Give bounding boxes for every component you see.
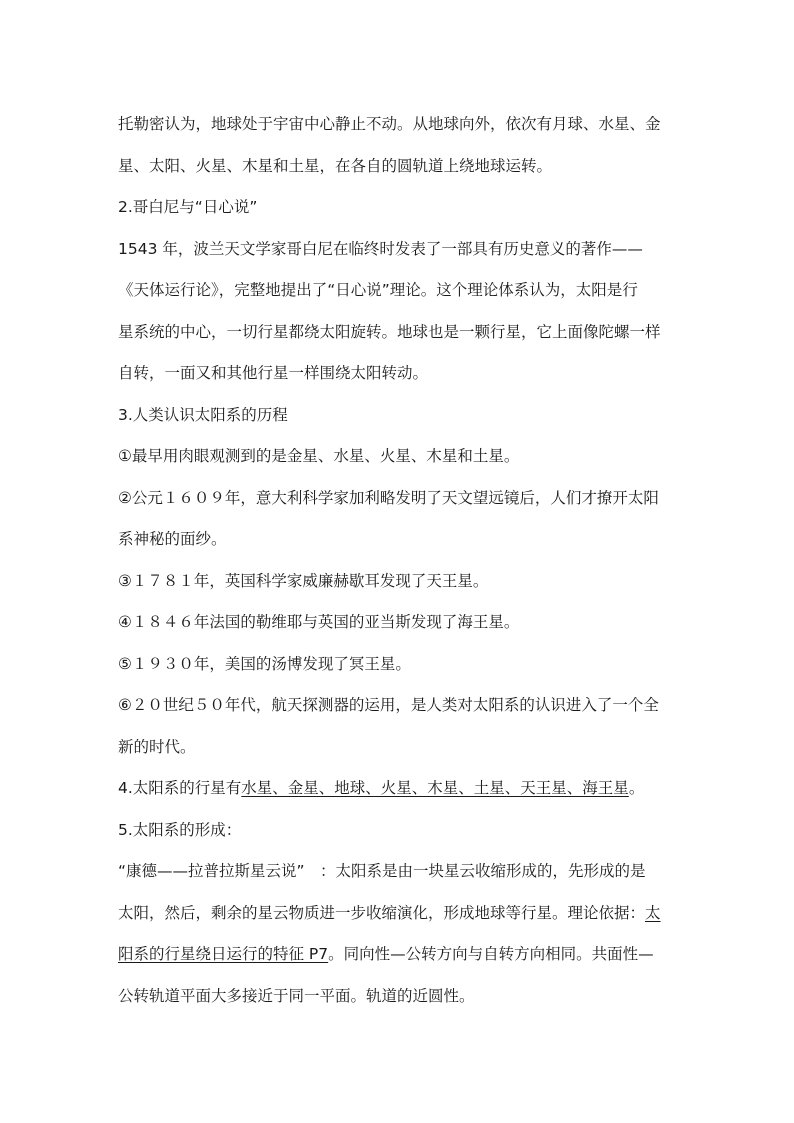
paragraph-line [118,934,678,976]
paragraph-line: “康德——拉普拉斯星云说” ：太阳系是由一块星云收缩形成的，先形成的是 [118,862,646,880]
paragraph-line: 星、太阳、火星、木星和土星，在各自的圆轨道上绕地球运转。 [118,156,553,175]
list-item-continuation: 系神秘的面纱。 [118,530,227,548]
formation-underlined: 阳系的行星绕日运行的特征 P7 [118,945,329,963]
paragraph-line: 自转，一面又和其他行星一样围绕太阳转动。 [118,364,429,382]
list-item: ⑤１９３０年，美国的汤博发现了冥王星。 [118,654,411,673]
section-heading: 3.人类认识太阳系的历程 [118,405,288,424]
section-heading: 5.太阳系的形成： [118,820,242,839]
paragraph-line: 托勒密认为，地球处于宇宙中心静止不动。从地球向外，依次有月球、水星、金 [118,115,661,133]
list-item: ①最早用肉眼观测到的是金星、水星、火星、木星和土星。 [118,447,520,465]
paragraph-line: 《天体运行论》，完整地提出了“日心说”理论。这个理论体系认为，太阳是行 [118,281,638,299]
planets-suffix: 。 [628,779,645,797]
list-item: ⑥２０世纪５０年代，航天探测器的运用，是人类对太阳系的认识进入了一个全 [118,696,659,714]
list-item: ④１８４６年法国的勒维耶与英国的亚当斯发现了海王星。 [118,613,520,631]
formation-underlined: 太 [645,903,661,922]
paragraph-line [118,893,678,935]
paragraph-line: 公转轨道平面大多接近于同一平面。轨道的近圆性。 [118,986,475,1005]
list-item: ③１７８１年，英国科学家威廉赫歇耳发现了天王星。 [118,571,489,590]
paragraph-line: 1543 年，波兰天文学家哥白尼在临终时发表了一部具有历史意义的著作—— [118,239,643,258]
planets-list: 水星、金星、地球、火星、木星、土星、天王星、海王星 [241,779,629,797]
section-heading: 2.哥白尼与“日心说” [118,198,258,216]
list-item-continuation: 新的时代。 [118,737,196,756]
planets-line [118,768,678,810]
planets-prefix: 4.太阳系的行星有 [118,779,242,797]
paragraph-line: 星系统的中心，一切行星都绕太阳旋转。地球也是一颗行星，它上面像陀螺一样 [118,322,661,341]
formation-text: 。同向性—公转方向与自转方向相同。共面性— [328,945,654,963]
document-page [118,104,678,1017]
list-item: ②公元１６０９年，意大利科学家加利略发明了天文望远镜后，人们才撩开太阳 [118,488,659,507]
formation-text: 太阳，然后，剩余的星云物质进一步收缩演化，形成地球等行星。理论依据： [118,903,646,922]
